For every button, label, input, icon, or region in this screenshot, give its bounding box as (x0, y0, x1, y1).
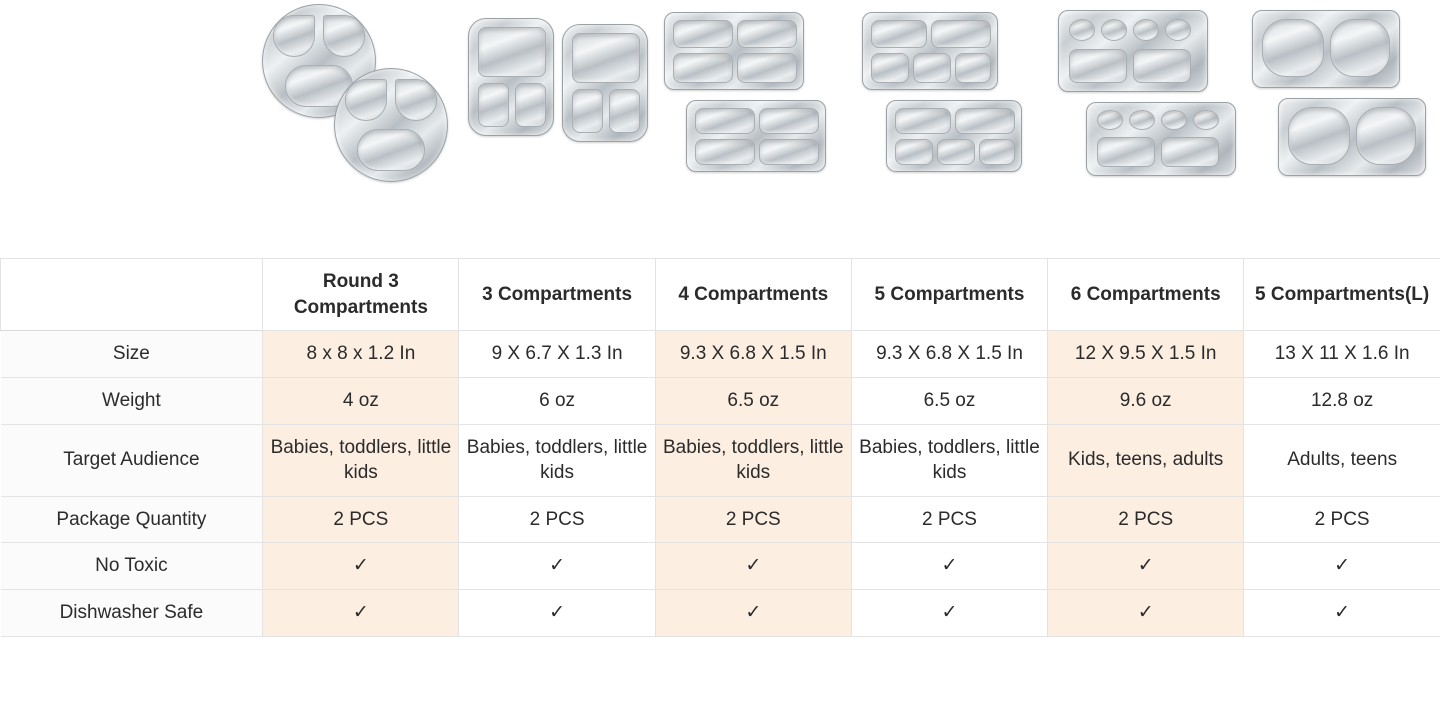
cell-size-3: 9 X 6.7 X 1.3 In (459, 331, 655, 378)
cell-audience-3: Babies, toddlers, little kids (459, 424, 655, 496)
tray-well (895, 139, 933, 165)
tray-well (1097, 137, 1155, 167)
cell-no-toxic-5: ✓ (851, 543, 1047, 590)
cell-quantity-3: 2 PCS (459, 496, 655, 543)
cell-weight-6: 9.6 oz (1048, 377, 1244, 424)
column-header-4-compartments: 4 Compartments (655, 259, 851, 331)
tray-well (913, 53, 951, 83)
tray-well (673, 53, 733, 83)
tray-well (737, 20, 797, 48)
tray-well (1262, 19, 1324, 77)
product-image-5-compartment-trays (862, 12, 1042, 172)
column-header-3-compartments: 3 Compartments (459, 259, 655, 331)
tray-well (871, 20, 927, 48)
cell-audience-4: Babies, toddlers, little kids (655, 424, 851, 496)
cell-audience-round-3: Babies, toddlers, little kids (263, 424, 459, 496)
cell-audience-5l: Adults, teens (1244, 424, 1440, 496)
five-compartment-large-tray-top (1252, 10, 1400, 88)
tray-well-round (1069, 19, 1095, 41)
three-compartment-tray-right (562, 24, 648, 142)
cell-quantity-4: 2 PCS (655, 496, 851, 543)
five-compartment-large-tray-bottom (1278, 98, 1426, 176)
cell-size-5: 9.3 X 6.8 X 1.5 In (851, 331, 1047, 378)
column-header-5-compartments-large: 5 Compartments(L) (1244, 259, 1440, 331)
product-image-4-compartment-trays (664, 12, 844, 172)
round-tray-well (323, 15, 365, 57)
row-label-target-audience: Target Audience (1, 424, 263, 496)
tray-well (955, 53, 991, 83)
tray-well-round (1133, 19, 1159, 41)
tray-well-large (572, 33, 640, 83)
table-row (1, 496, 1440, 543)
five-compartment-tray-bottom (886, 100, 1022, 172)
cell-size-round-3: 8 x 8 x 1.2 In (263, 331, 459, 378)
tray-well-small (478, 83, 509, 127)
cell-dishwasher-6: ✓ (1048, 590, 1244, 637)
table-row (1, 424, 1440, 496)
round-tray-well (273, 15, 315, 57)
cell-no-toxic-round-3: ✓ (263, 543, 459, 590)
column-header-6-compartments: 6 Compartments (1048, 259, 1244, 331)
tray-well-round (1101, 19, 1127, 41)
table-header-row (1, 259, 1440, 331)
five-compartment-tray-top (862, 12, 998, 90)
cell-weight-5l: 12.8 oz (1244, 377, 1440, 424)
cell-no-toxic-6: ✓ (1048, 543, 1244, 590)
three-compartment-tray-left (468, 18, 554, 136)
tray-well (759, 139, 819, 165)
cell-dishwasher-5: ✓ (851, 590, 1047, 637)
tray-well (737, 53, 797, 83)
tray-well-round (1193, 110, 1219, 130)
row-label-no-toxic: No Toxic (1, 543, 263, 590)
round-tray-well (345, 79, 387, 121)
cell-weight-5: 6.5 oz (851, 377, 1047, 424)
tray-well (871, 53, 909, 83)
tray-well-small (515, 83, 546, 127)
row-label-weight: Weight (1, 377, 263, 424)
tray-well (759, 108, 819, 134)
product-image-5-compartment-large-trays (1252, 10, 1432, 176)
tray-well (937, 139, 975, 165)
row-label-dishwasher-safe: Dishwasher Safe (1, 590, 263, 637)
comparison-table-wrap (0, 258, 1440, 637)
cell-size-4: 9.3 X 6.8 X 1.5 In (655, 331, 851, 378)
tray-well-round (1129, 110, 1155, 130)
tray-well (673, 20, 733, 48)
round-tray-front (334, 68, 448, 182)
tray-well-small (609, 89, 640, 133)
cell-quantity-round-3: 2 PCS (263, 496, 459, 543)
tray-well (1330, 19, 1390, 77)
tray-well (979, 139, 1015, 165)
column-header-5-compartments: 5 Compartments (851, 259, 1047, 331)
table-header (1, 259, 1440, 331)
tray-well-large (478, 27, 546, 77)
cell-size-6: 12 X 9.5 X 1.5 In (1048, 331, 1244, 378)
cell-no-toxic-3: ✓ (459, 543, 655, 590)
tray-well-round (1161, 110, 1187, 130)
tray-well (1069, 49, 1127, 83)
table-corner-cell (1, 259, 263, 331)
cell-dishwasher-round-3: ✓ (263, 590, 459, 637)
tray-well (695, 108, 755, 134)
cell-no-toxic-5l: ✓ (1244, 543, 1440, 590)
cell-dishwasher-5l: ✓ (1244, 590, 1440, 637)
product-image-round-3-compartment-trays (262, 4, 462, 184)
cell-dishwasher-4: ✓ (655, 590, 851, 637)
product-image-3-compartment-trays (468, 18, 650, 148)
six-compartment-tray-top (1058, 10, 1208, 92)
cell-quantity-5: 2 PCS (851, 496, 1047, 543)
round-tray-well (395, 79, 437, 121)
tray-well (1356, 107, 1416, 165)
cell-no-toxic-4: ✓ (655, 543, 851, 590)
table-row (1, 331, 1440, 378)
cell-size-5l: 13 X 11 X 1.6 In (1244, 331, 1440, 378)
row-label-package-quantity: Package Quantity (1, 496, 263, 543)
cell-weight-3: 6 oz (459, 377, 655, 424)
table-body (1, 331, 1440, 636)
cell-audience-5: Babies, toddlers, little kids (851, 424, 1047, 496)
round-tray-well (357, 129, 425, 171)
six-compartment-tray-bottom (1086, 102, 1236, 176)
tray-well (1161, 137, 1219, 167)
cell-audience-6: Kids, teens, adults (1048, 424, 1244, 496)
table-row (1, 543, 1440, 590)
four-compartment-tray-top (664, 12, 804, 90)
tray-well (955, 108, 1015, 134)
product-image-strip (0, 0, 1440, 200)
cell-weight-4: 6.5 oz (655, 377, 851, 424)
tray-well-small (572, 89, 603, 133)
tray-well-round (1165, 19, 1191, 41)
cell-dishwasher-3: ✓ (459, 590, 655, 637)
cell-quantity-5l: 2 PCS (1244, 496, 1440, 543)
tray-well (1133, 49, 1191, 83)
tray-well-round (1097, 110, 1123, 130)
cell-weight-round-3: 4 oz (263, 377, 459, 424)
four-compartment-tray-bottom (686, 100, 826, 172)
column-header-round-3-compartments: Round 3 Compartments (263, 259, 459, 331)
table-row (1, 377, 1440, 424)
tray-well (1288, 107, 1350, 165)
row-label-size: Size (1, 331, 263, 378)
tray-well (931, 20, 991, 48)
cell-quantity-6: 2 PCS (1048, 496, 1244, 543)
product-comparison-table (0, 258, 1440, 637)
tray-well (695, 139, 755, 165)
table-row (1, 590, 1440, 637)
product-image-6-compartment-trays (1058, 10, 1248, 176)
tray-well (895, 108, 951, 134)
